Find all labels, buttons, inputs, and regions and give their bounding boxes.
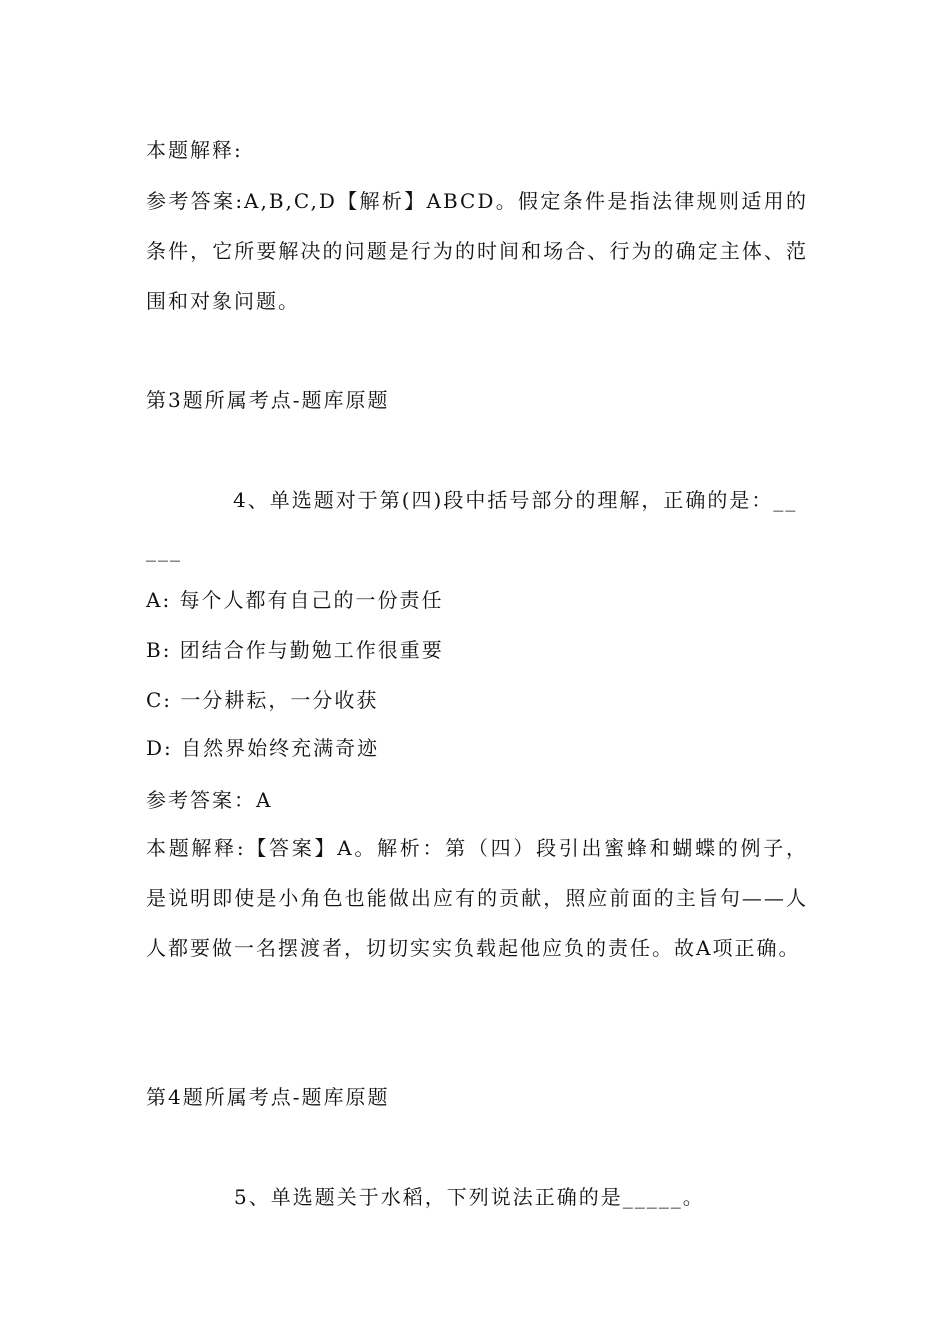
q3-topic: 第3题所属考点-题库原题 [146,388,390,412]
q4-stem: 4、单选题对于第(四)段中括号部分的理解，正确的是：__ [233,488,798,512]
q4-explanation: 本题解释:【答案】A。解析：第（四）段引出蜜蜂和蝴蝶的例子，是说明即使是小角色也能做出应有的贡献，照应前面的主旨句——人人都要做一名摆渡者，切切实实负载起他应负的责任。故A项正确。 [146,836,808,960]
q4-answer: 参考答案：A [146,788,273,812]
q2-answer-explanation: 参考答案:A,B,C,D【解析】ABCD。假定条件是指法律规则适用的条件，它所要解决的问题是行为的时间和场合、行为的确定主体、范围和对象问题。 [146,189,808,313]
q4-topic: 第4题所属考点-题库原题 [146,1085,390,1109]
q4-option-c: C: 一分耕耘，一分收获 [146,688,379,712]
q4-option-a: A: 每个人都有自己的一份责任 [146,588,444,612]
q5-stem: 5、单选题关于水稻，下列说法正确的是_____。 [234,1185,705,1209]
q4-stem-blank: ___ [146,538,182,562]
q4-option-b: B: 团结合作与勤勉工作很重要 [146,638,444,662]
q2-explanation-label: 本题解释: [146,138,243,162]
q4-option-d: D: 自然界始终充满奇迹 [146,736,380,760]
